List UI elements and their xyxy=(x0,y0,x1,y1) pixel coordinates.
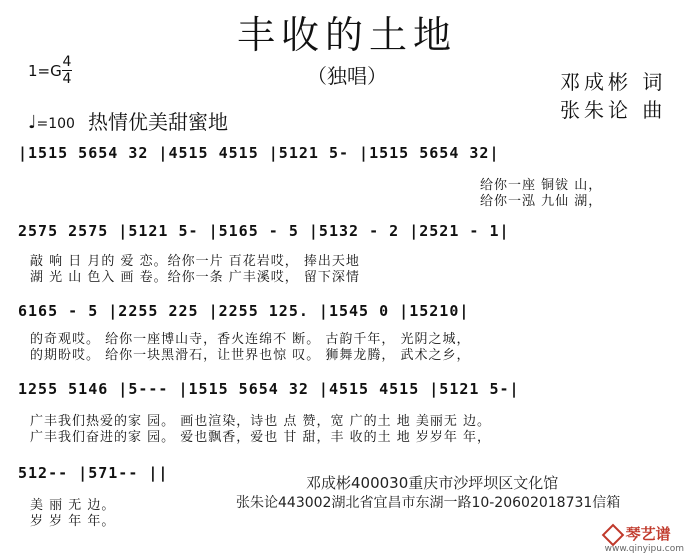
notation-line-3: 6165 - 5 |2255 225 |2255 125. |1545 0 |15210| xyxy=(18,302,470,320)
lyrics-line-3a: 的奇观哎。 给你一座博山寺，香火连绵不 断。 古韵千年， 光阴之城， xyxy=(30,332,471,347)
subtitle: （独唱） xyxy=(307,64,387,88)
lyrics-line-1b: 给你一泓 九仙 湖， xyxy=(480,194,603,209)
logo-site: www.qinyipu.com xyxy=(604,544,684,554)
notation-line-2: 2575 2575 |5121 5- |5165 - 5 |5132 - 2 |2521 - 1| xyxy=(18,222,510,240)
logo-brand: 琴艺谱 xyxy=(625,525,671,543)
page-title: 丰收的土地 xyxy=(236,13,457,57)
lyrics-line-1a: 给你一座 铜钹 山， xyxy=(480,178,603,193)
lyrics-line-5a: 美 丽 无 边。 xyxy=(30,498,116,513)
time-signature-top: 4 xyxy=(62,54,72,70)
notation-line-1: |1515 5654 32 |4515 4515 |5121 5- |1515 5654 32| xyxy=(18,144,500,162)
logo-mark-icon xyxy=(601,523,624,546)
lyrics-line-3b: 的期盼哎。 给你一块黑滑石，让世界也惊 叹。 狮舞龙腾， 武术之乡， xyxy=(30,348,471,363)
composer-credit: 张朱论 曲 xyxy=(560,98,667,122)
lyrics-line-5b: 岁 岁 年 年。 xyxy=(30,514,116,529)
lyrics-line-2b: 湖 光 山 色入 画 卷。给你一条 广丰溪哎， 留下深情 xyxy=(30,270,360,285)
tempo-marking xyxy=(28,112,75,133)
time-signature xyxy=(62,54,72,87)
lyrics-line-4a: 广丰我们热爱的家 园。 画也渲染，诗也 点 赞，宽 广的土 地 美丽无 边。 xyxy=(30,414,492,429)
lyrics-line-2a: 敲 响 日 月的 爱 恋。给你一片 百花岩哎， 捧出天地 xyxy=(30,254,360,269)
footer-contact-2: 张朱论443002湖北省宜昌市东湖一路10-20602018731信箱 xyxy=(236,495,621,511)
notation-line-5: 512-- |571-- || xyxy=(18,464,169,482)
notation-line-4: 1255 5146 |5--- |1515 5654 32 |4515 4515 |5121 5-| xyxy=(18,380,520,398)
quarter-note-icon: ♩ xyxy=(28,112,37,133)
time-signature-bottom: 4 xyxy=(62,71,72,87)
footer-contact-1: 邓成彬400030重庆市沙坪坝区文化馆 xyxy=(306,474,559,492)
watermark-logo xyxy=(605,523,684,554)
expression-marking: 热情优美甜蜜地 xyxy=(88,110,228,134)
lyricist-credit: 邓成彬 词 xyxy=(560,70,667,94)
tempo-value: =100 xyxy=(36,116,75,132)
key-signature: 1=G xyxy=(28,62,62,80)
lyrics-line-4b: 广丰我们奋进的家 园。 爱也飘香，爱也 甘 甜，丰 收的土 地 岁岁年 年， xyxy=(30,430,492,445)
